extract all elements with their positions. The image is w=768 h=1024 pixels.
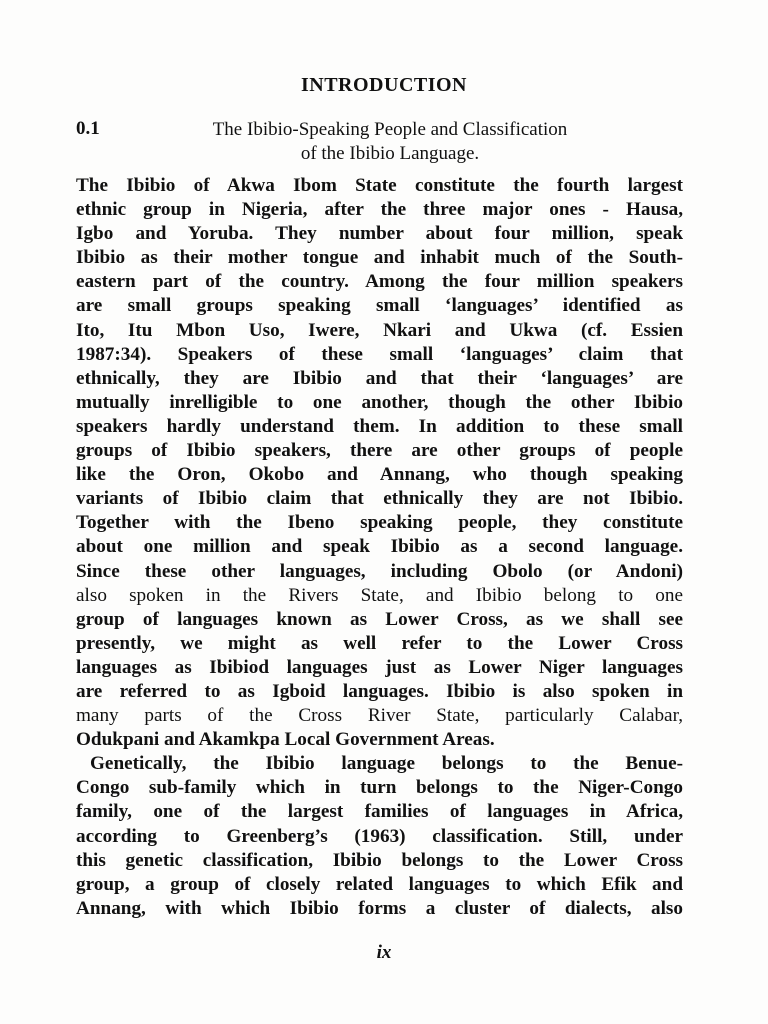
page-number: ix (376, 942, 392, 963)
text-line: family, one of the largest families of languages in Africa, (76, 801, 683, 823)
section-title-line-1: The Ibibio-Speaking People and Classification (212, 119, 568, 140)
text-line: Genetically, the Ibibio language belongs to the Benue- (90, 753, 683, 775)
text-line: Congo sub-family which in turn belongs to the Niger-Congo (76, 777, 683, 799)
text-line: 1987:34). Speakers of these small ‘languages’ claim that (76, 343, 683, 365)
text-line: also spoken in the Rivers State, and Ibibio belong to one (76, 584, 683, 606)
text-line: ethnically, they are Ibibio and that their ‘languages’ are (76, 367, 683, 389)
text-line: Ito, Itu Mbon Uso, Iwere, Nkari and Ukwa (cf. Essien (76, 319, 683, 341)
text-line: ethnic group in Nigeria, after the three major ones - Hausa, (76, 199, 683, 221)
section-title (140, 118, 640, 166)
text-line: Together with the Ibeno speaking people, they constitute (76, 512, 683, 534)
text-line: are referred to as Igboid languages. Ibibio is also spoken in (76, 680, 683, 702)
text-line: are small groups speaking small ‘languages’ identified as (76, 295, 683, 317)
text-line: variants of Ibibio claim that ethnically they are not Ibibio. (76, 488, 683, 510)
chapter-heading: INTRODUCTION (300, 74, 468, 96)
text-line: languages as Ibibiod languages just as Lower Niger languages (76, 656, 683, 678)
text-line: presently, we might as well refer to the Lower Cross (76, 632, 683, 654)
text-line: mutually inrelligible to one another, though the other Ibibio (76, 391, 683, 413)
text-line: speakers hardly understand them. In addition to these small (76, 415, 683, 437)
text-line: about one million and speak Ibibio as a second language. (76, 536, 683, 558)
text-line: Odukpani and Akamkpa Local Government Areas. (76, 729, 495, 751)
text-line: Igbo and Yoruba. They number about four million, speak (76, 223, 683, 245)
text-line: Annang, with which Ibibio forms a cluster of dialects, also (76, 897, 683, 919)
text-line: Since these other languages, including Obolo (or Andoni) (76, 560, 683, 582)
section-title-line-2: of the Ibibio Language. (300, 143, 480, 164)
text-line: like the Oron, Okobo and Annang, who though speaking (76, 464, 683, 486)
text-line: many parts of the Cross River State, particularly Calabar, (76, 705, 683, 727)
text-line: Ibibio as their mother tongue and inhabit much of the South- (76, 247, 683, 269)
text-line: group, a group of closely related languages to which Efik and (76, 873, 683, 895)
section-number: 0.1 (76, 118, 100, 139)
text-line: according to Greenberg’s (1963) classification. Still, under (76, 825, 683, 847)
text-line: this genetic classification, Ibibio belongs to the Lower Cross (76, 849, 683, 871)
text-line: groups of Ibibio speakers, there are other groups of people (76, 440, 683, 462)
text-line: group of languages known as Lower Cross, as we shall see (76, 608, 683, 630)
text-line: The Ibibio of Akwa Ibom State constitute the fourth largest (76, 175, 683, 196)
text-line: eastern part of the country. Among the four million speakers (76, 271, 683, 293)
body-paragraphs (76, 174, 683, 921)
